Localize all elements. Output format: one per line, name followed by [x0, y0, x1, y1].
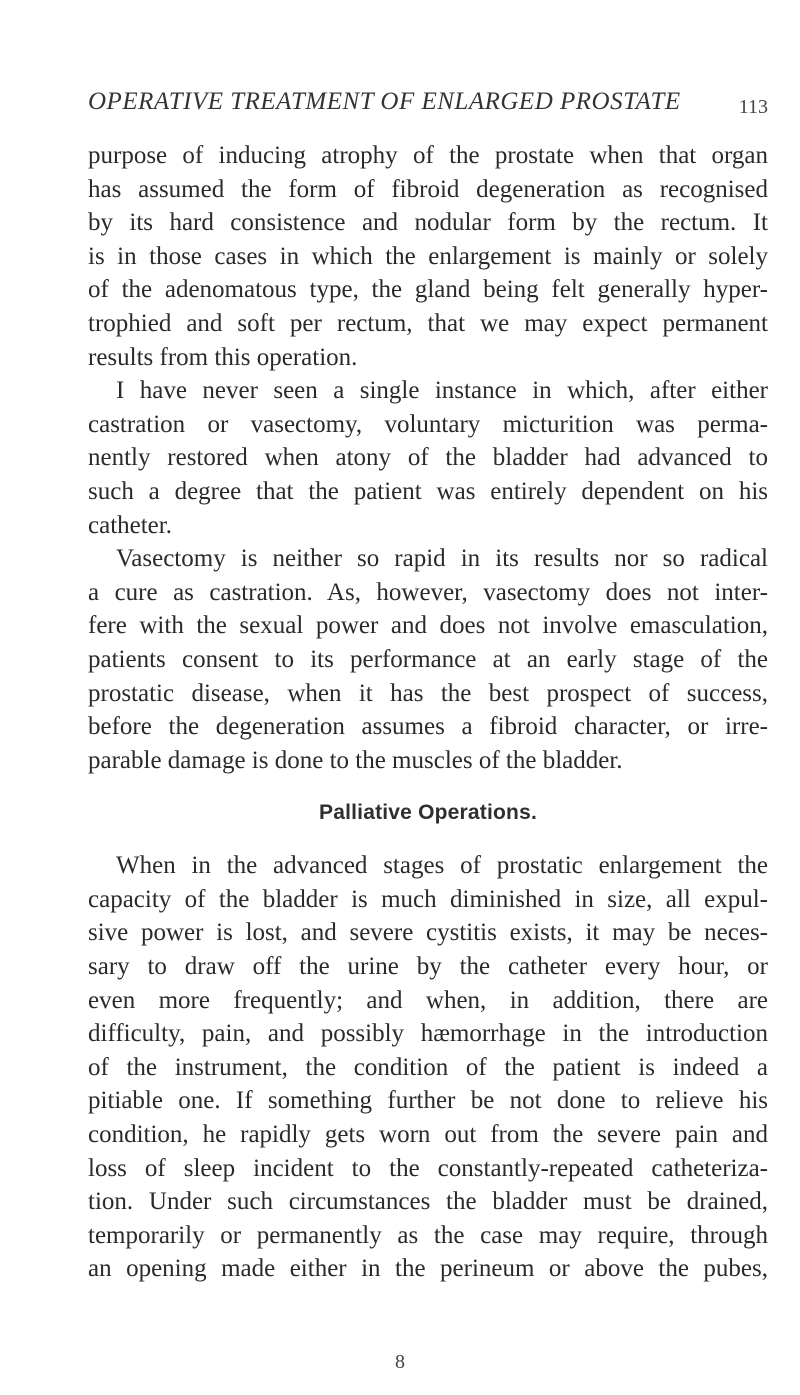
- text-line: a cure as castration. As, however, vasectomy does not inter-: [88, 578, 768, 606]
- section-heading: Palliative Operations.: [319, 801, 537, 825]
- running-title: OPERATIVE TREATMENT OF ENLARGED PROSTATE: [88, 88, 681, 115]
- text-line: patients consent to its performance at an early stage of the: [88, 645, 768, 673]
- paragraph-palliative: [88, 849, 768, 1286]
- text-line: catheter.: [88, 511, 172, 539]
- text-line: purpose of inducing atrophy of the prostate when that organ: [88, 142, 768, 169]
- paragraph-vasectomy: [88, 542, 768, 777]
- text-line: by its hard consistence and nodular form by the rectum. It: [88, 209, 768, 237]
- text-line: has assumed the form of fibroid degeneration as recognised: [88, 175, 768, 203]
- text-line: loss of sleep incident to the constantly-repeated catheteriza-: [88, 1154, 768, 1182]
- text-line: temporarily or permanently as the case may require, through: [88, 1221, 768, 1249]
- signature-mark: 8: [395, 1351, 405, 1373]
- text-line: of the instrument, the condition of the patient is indeed a: [88, 1053, 768, 1081]
- text-line: is in those cases in which the enlargement is mainly or solely: [88, 242, 768, 270]
- section-heading-wrap: [88, 777, 768, 849]
- text-line: condition, he rapidly gets worn out from the severe pain and: [88, 1121, 768, 1149]
- text-line: before the degeneration assumes a fibroid character, or irre-: [88, 713, 768, 741]
- text-line: sive power is lost, and severe cystitis exists, it may be neces-: [88, 919, 768, 947]
- text-line: of the adenomatous type, the gland being felt generally hyper-: [88, 276, 768, 304]
- text-line: trophied and soft per rectum, that we may expect permanent: [88, 309, 768, 337]
- text-line: parable damage is done to the muscles of the bladder.: [88, 746, 623, 774]
- text-line: prostatic disease, when it has the best prospect of success,: [88, 679, 768, 707]
- body-text: [88, 139, 768, 1286]
- text-line: sary to draw off the urine by the catheter every hour, or: [88, 953, 768, 981]
- paragraph-never-seen: [88, 374, 768, 542]
- text-line: pitiable one. If something further be not done to relieve his: [88, 1087, 768, 1115]
- text-line: nently restored when atony of the bladder had advanced to: [88, 444, 768, 472]
- text-line: Vasectomy is neither so rapid in its results nor so radical: [116, 545, 768, 573]
- text-line: difficulty, pain, and possibly hæmorrhage in the introduction: [88, 1020, 768, 1048]
- text-line: an opening made either in the perineum or above the pubes,: [88, 1255, 768, 1283]
- running-head: [88, 88, 768, 128]
- page-number: 113: [738, 96, 768, 118]
- text-line: tion. Under such circumstances the bladder must be drained,: [88, 1188, 768, 1216]
- text-line: When in the advanced stages of prostatic enlargement the: [116, 852, 768, 880]
- paragraph-atrophy: [88, 139, 768, 374]
- text-line: results from this operation.: [88, 343, 358, 371]
- text-line: such a degree that the patient was entirely dependent on his: [88, 477, 768, 505]
- text-line: even more frequently; and when, in addition, there are: [88, 986, 768, 1014]
- text-line: capacity of the bladder is much diminished in size, all expul-: [88, 885, 768, 913]
- text-line: castration or vasectomy, voluntary micturition was perma-: [88, 410, 768, 438]
- text-line: I have never seen a single instance in which, after either: [116, 377, 768, 405]
- text-line: fere with the sexual power and does not involve emasculation,: [88, 612, 768, 640]
